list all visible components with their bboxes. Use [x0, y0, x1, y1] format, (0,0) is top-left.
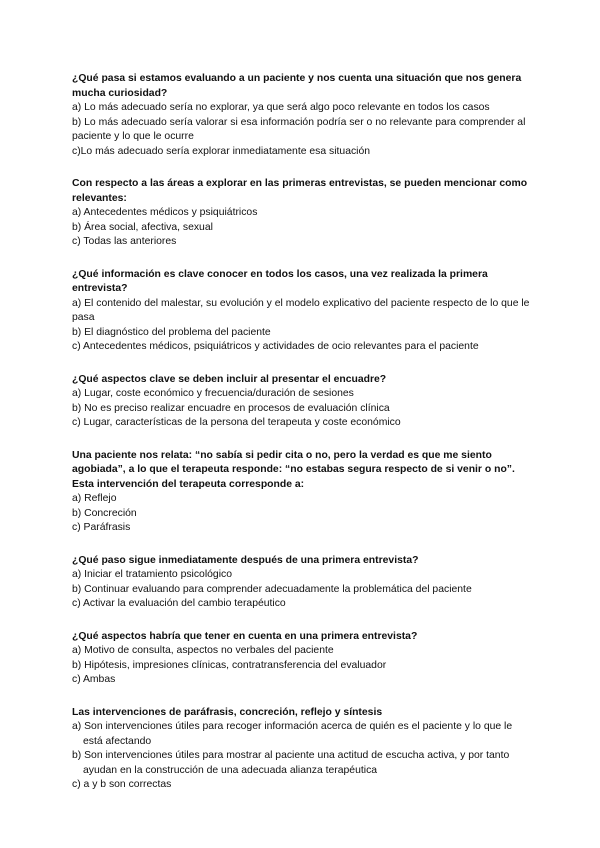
answer-option: b) Lo más adecuado sería valorar si esa información podría ser o no relevante para comprender al paciente y lo que le ocurre: [72, 116, 526, 142]
answer-option: b) Son intervenciones útiles para mostrar al paciente una actitud de escucha activa, y por tanto ayudan en la construcción de una adecuada alianza terapéutica: [72, 750, 510, 776]
answer-option: a) Lugar, coste económico y frecuencia/duración de sesiones: [72, 388, 354, 399]
question-text: ¿Qué información es clave conocer en todos los casos, una vez realizada la primera entrevista?: [72, 268, 488, 294]
answer-option: c) Todas las anteriores: [72, 236, 177, 247]
answer-option: c) Ambas: [72, 674, 116, 685]
answer-option: a) Reflejo: [72, 493, 117, 504]
answer-option: a) Motivo de consulta, aspectos no verbales del paciente: [72, 645, 334, 656]
answer-option: b) Hipótesis, impresiones clínicas, contratransferencia del evaluador: [72, 659, 387, 671]
question-block: [72, 72, 532, 159]
question-block: [72, 373, 532, 431]
answer-option: c) Lugar, características de la persona del terapeuta y coste económico: [72, 417, 401, 428]
question-text: ¿Qué aspectos habría que tener en cuenta en una primera entrevista?: [72, 630, 418, 642]
question-text: Con respecto a las áreas a explorar en las primeras entrevistas, se pueden mencionar como relevantes:: [72, 178, 528, 204]
question-block: [72, 268, 532, 355]
answer-option: c) Activar la evaluación del cambio terapéutico: [72, 598, 286, 609]
answer-option: b) Concreción: [72, 507, 137, 519]
document-page: [72, 72, 532, 811]
question-text: ¿Qué paso sigue inmediatamente después de una primera entrevista?: [72, 554, 419, 566]
answer-option: c) a y b son correctas: [72, 779, 172, 790]
question-text: Las intervenciones de paráfrasis, concreción, reflejo y síntesis: [72, 706, 383, 718]
answer-option: b) Continuar evaluando para comprender adecuadamente la problemática del paciente: [72, 583, 472, 595]
answer-option: a) Iniciar el tratamiento psicológico: [72, 569, 232, 580]
question-block: [72, 449, 532, 536]
question-block: [72, 630, 532, 688]
question-text: ¿Qué pasa si estamos evaluando a un paciente y nos cuenta una situación que nos genera mucha curiosidad?: [72, 73, 522, 99]
answer-option: b) Área social, afectiva, sexual: [72, 221, 213, 233]
answer-option: c) Paráfrasis: [72, 522, 131, 533]
answer-option: a) El contenido del malestar, su evolución y el modelo explicativo del paciente respecto de lo que le pasa: [72, 297, 530, 323]
answer-option: a) Son intervenciones útiles para recoger información acerca de quién es el paciente y lo que le está afectando: [72, 721, 513, 747]
answer-option: c)Lo más adecuado sería explorar inmediatamente esa situación: [72, 145, 371, 157]
answer-option: a) Antecedentes médicos y psiquiátricos: [72, 207, 258, 218]
answer-option: b) El diagnóstico del problema del paciente: [72, 326, 271, 338]
answer-option: b) No es preciso realizar encuadre en procesos de evaluación clínica: [72, 402, 390, 414]
question-block: [72, 177, 532, 250]
question-text: Una paciente nos relata: “no sabía si pedir cita o no, pero la verdad es que me siento agobiada”, a lo que el terapeuta responde: “no estabas segura respecto de si venir o no”. Esta intervención del terapeuta corresponde a:: [72, 449, 515, 490]
question-block: [72, 706, 532, 793]
question-text: ¿Qué aspectos clave se deben incluir al presentar el encuadre?: [72, 373, 387, 385]
question-block: [72, 554, 532, 612]
answer-option: c) Antecedentes médicos, psiquiátricos y actividades de ocio relevantes para el paciente: [72, 341, 479, 352]
answer-option: a) Lo más adecuado sería no explorar, ya que será algo poco relevante en todos los casos: [72, 102, 490, 113]
